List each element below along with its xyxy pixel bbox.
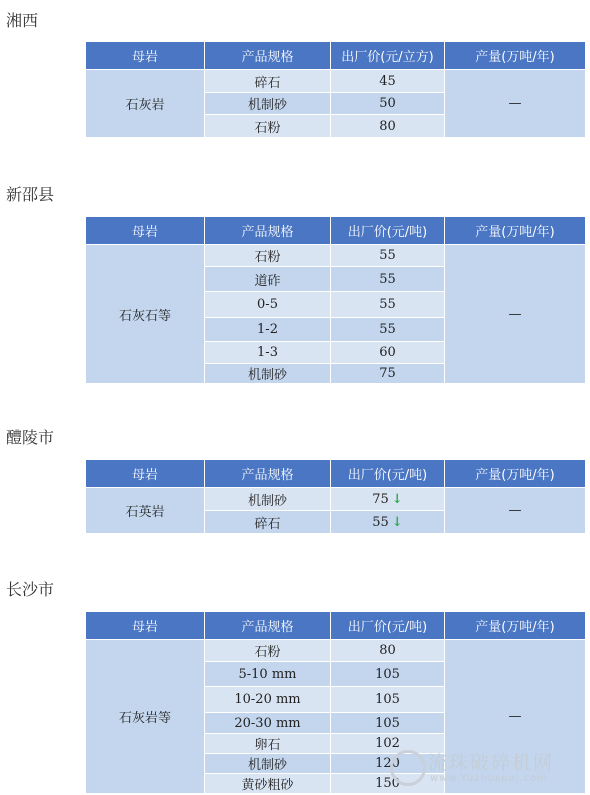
section-title-xiangxi: 湘西 bbox=[6, 11, 39, 30]
price-cell bbox=[331, 245, 445, 267]
output-cell: — bbox=[445, 640, 586, 794]
price-table-xinshao bbox=[85, 216, 586, 384]
price-value: 75 bbox=[372, 491, 389, 507]
price-cell bbox=[331, 713, 445, 734]
spec-cell: 碎石 bbox=[205, 70, 331, 93]
price-cell bbox=[331, 364, 445, 384]
header-rock: 母岩 bbox=[86, 42, 205, 70]
price-cell bbox=[331, 488, 445, 511]
rock-cell: 石灰岩等 bbox=[86, 640, 205, 794]
price-value: 105 bbox=[375, 692, 400, 707]
price-cell bbox=[331, 687, 445, 713]
rock-cell: 石灰岩 bbox=[86, 70, 205, 138]
table-header-row bbox=[86, 460, 586, 488]
table-header-row bbox=[86, 217, 586, 245]
price-value: 75 bbox=[379, 366, 396, 381]
table-header-row bbox=[86, 42, 586, 70]
price-value: 55 bbox=[379, 271, 396, 287]
spec-cell: 1-3 bbox=[205, 342, 331, 364]
watermark-logo-icon bbox=[390, 750, 426, 786]
table-row bbox=[86, 640, 586, 662]
price-value: 80 bbox=[379, 643, 396, 658]
spec-cell: 机制砂 bbox=[205, 754, 331, 774]
site-watermark bbox=[390, 748, 585, 790]
price-value: 80 bbox=[379, 118, 396, 134]
header-output: 产量(万吨/年) bbox=[445, 460, 586, 488]
header-price: 出厂价(元/吨) bbox=[331, 612, 445, 640]
spec-cell: 卵石 bbox=[205, 734, 331, 754]
header-spec: 产品规格 bbox=[205, 460, 331, 488]
price-cell bbox=[331, 267, 445, 292]
spec-cell: 机制砂 bbox=[205, 488, 331, 511]
price-table-xiangxi bbox=[85, 41, 586, 138]
price-cell bbox=[331, 318, 445, 342]
watermark-site-url: www.Yuzhuspaj.com bbox=[430, 773, 549, 784]
header-output: 产量(万吨/年) bbox=[445, 217, 586, 245]
watermark-site-name: 流珠破碎机网 bbox=[428, 752, 555, 774]
output-cell: — bbox=[445, 70, 586, 138]
section-title-liling: 醴陵市 bbox=[6, 428, 55, 447]
table-header-row bbox=[86, 612, 586, 640]
rock-cell: 石英岩 bbox=[86, 488, 205, 534]
spec-cell: 机制砂 bbox=[205, 93, 331, 115]
header-price: 出厂价(元/吨) bbox=[331, 217, 445, 245]
section-title-changsha: 长沙市 bbox=[6, 580, 55, 599]
price-value: 102 bbox=[375, 736, 400, 751]
spec-cell: 碎石 bbox=[205, 511, 331, 534]
spec-cell: 石粉 bbox=[205, 245, 331, 267]
price-cell bbox=[331, 292, 445, 318]
output-cell: — bbox=[445, 488, 586, 534]
table-row bbox=[86, 488, 586, 511]
spec-cell: 石粉 bbox=[205, 115, 331, 138]
price-value: 50 bbox=[379, 96, 396, 111]
spec-cell: 道砟 bbox=[205, 267, 331, 292]
header-rock: 母岩 bbox=[86, 460, 205, 488]
spec-cell: 黄砂粗砂 bbox=[205, 774, 331, 794]
price-value: 55 bbox=[372, 514, 389, 530]
price-value: 105 bbox=[375, 715, 400, 731]
spec-cell: 机制砂 bbox=[205, 364, 331, 384]
price-down-arrow-icon: ↓ bbox=[391, 514, 403, 530]
price-value: 60 bbox=[379, 345, 396, 360]
price-cell bbox=[331, 342, 445, 364]
section-title-xinshao: 新邵县 bbox=[6, 185, 55, 204]
header-spec: 产品规格 bbox=[205, 217, 331, 245]
header-output: 产量(万吨/年) bbox=[445, 42, 586, 70]
price-value: 120 bbox=[375, 756, 400, 771]
header-output: 产量(万吨/年) bbox=[445, 612, 586, 640]
spec-cell: 1-2 bbox=[205, 318, 331, 342]
price-cell bbox=[331, 70, 445, 93]
price-value: 55 bbox=[379, 248, 396, 263]
header-rock: 母岩 bbox=[86, 612, 205, 640]
price-down-arrow-icon: ↓ bbox=[391, 491, 403, 507]
price-value: 150 bbox=[375, 776, 400, 791]
price-cell bbox=[331, 511, 445, 534]
table-row bbox=[86, 245, 586, 267]
spec-cell: 10-20 mm bbox=[205, 687, 331, 713]
header-price: 出厂价(元/吨) bbox=[331, 460, 445, 488]
price-cell bbox=[331, 640, 445, 662]
price-value: 55 bbox=[379, 297, 396, 312]
output-cell: — bbox=[445, 245, 586, 384]
header-spec: 产品规格 bbox=[205, 612, 331, 640]
price-value: 55 bbox=[379, 322, 396, 337]
header-price: 出厂价(元/立方) bbox=[331, 42, 445, 70]
price-cell bbox=[331, 93, 445, 115]
rock-cell: 石灰石等 bbox=[86, 245, 205, 384]
header-spec: 产品规格 bbox=[205, 42, 331, 70]
table-row bbox=[86, 70, 586, 93]
header-rock: 母岩 bbox=[86, 217, 205, 245]
spec-cell: 5-10 mm bbox=[205, 662, 331, 687]
spec-cell: 0-5 bbox=[205, 292, 331, 318]
spec-cell: 石粉 bbox=[205, 640, 331, 662]
price-table-liling bbox=[85, 459, 586, 534]
price-value: 45 bbox=[379, 73, 396, 89]
spec-cell: 20-30 mm bbox=[205, 713, 331, 734]
price-cell bbox=[331, 662, 445, 687]
price-cell bbox=[331, 115, 445, 138]
price-value: 105 bbox=[375, 666, 400, 682]
